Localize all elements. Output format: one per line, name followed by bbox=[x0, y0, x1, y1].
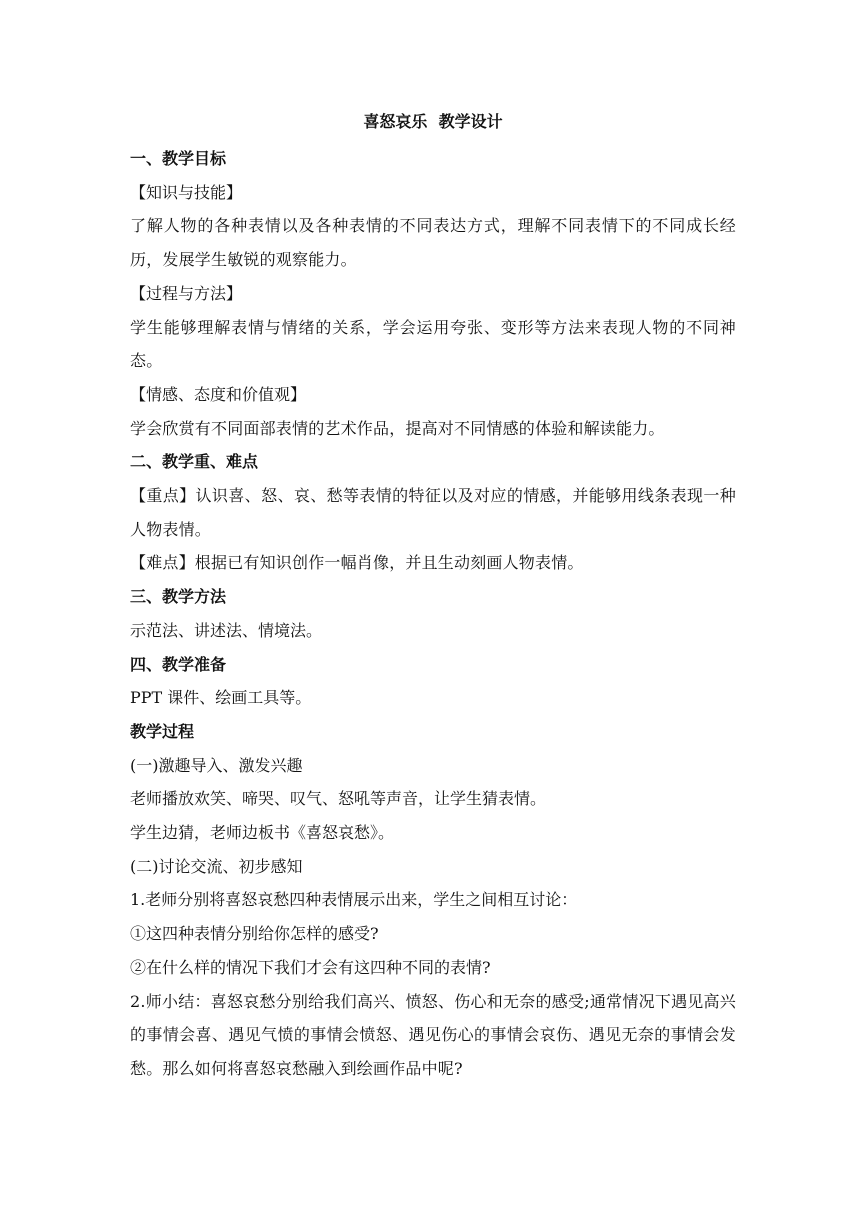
paragraph-methods: 示范法、讲述法、情境法。 bbox=[130, 620, 323, 640]
paragraph-difficulty: 【难点】根据已有知识创作一幅肖像，并且生动刻画人物表情。 bbox=[130, 553, 584, 573]
section-heading-teaching-process: 教学过程 bbox=[130, 721, 195, 741]
section-heading-objectives: 一、教学目标 bbox=[130, 149, 227, 168]
question-1: ①这四种表情分别给你怎样的感受? bbox=[130, 924, 379, 944]
subheading-discussion: (二)讨论交流、初步感知 bbox=[130, 856, 303, 876]
paragraph-preparation: PPT 课件、绘画工具等。 bbox=[130, 688, 312, 708]
section-heading-key-points: 二、教学重、难点 bbox=[130, 452, 259, 472]
paragraph-discussion-1: 1.老师分别将喜怒哀愁四种表情展示出来，学生之间相互讨论： bbox=[130, 890, 578, 910]
paragraph-intro-1: 老师播放欢笑、啼哭、叹气、怒吼等声音，让学生猜表情。 bbox=[130, 789, 547, 809]
subheading-intro: (一)激趣导入、激发兴趣 bbox=[130, 755, 303, 775]
paragraph-knowledge: 了解人物的各种表情以及各种表情的不同表达方式，理解不同表情下的不同成长经历，发展学生敏锐的观察能力。 bbox=[130, 216, 736, 270]
section-heading-preparation: 四、教学准备 bbox=[130, 654, 227, 674]
paragraph-process-method: 学生能够理解表情与情绪的关系，学会运用夸张、变形等方法来表现人物的不同神态。 bbox=[130, 317, 736, 371]
subheading-emotion-values: 【情感、态度和价值观】 bbox=[130, 384, 307, 404]
document-page bbox=[130, 108, 736, 1086]
paragraph-key-point: 【重点】认识喜、怒、哀、愁等表情的特征以及对应的情感，并能够用线条表现一种人物表情。 bbox=[130, 486, 736, 539]
paragraph-discussion-2: 2.师小结：喜怒哀愁分别给我们高兴、愤怒、伤心和无奈的感受;通常情况下遇见高兴的事情会喜、遇见气愤的事情会愤怒、遇见伤心的事情会哀伤、遇见无奈的事情会发愁。那么如何将喜怒哀愁融入到绘画作品中呢? bbox=[130, 991, 736, 1078]
subheading-process-method: 【过程与方法】 bbox=[130, 283, 243, 303]
document-title: 喜怒哀乐 教学设计 bbox=[363, 112, 503, 131]
paragraph-intro-2: 学生边猜，老师边板书《喜怒哀愁》。 bbox=[130, 823, 395, 843]
subheading-knowledge: 【知识与技能】 bbox=[130, 182, 243, 202]
section-heading-methods: 三、教学方法 bbox=[130, 587, 227, 607]
question-2: ②在什么样的情况下我们才会有这四种不同的表情? bbox=[130, 957, 491, 977]
paragraph-emotion-values: 学会欣赏有不同面部表情的艺术作品，提高对不同情感的体验和解读能力。 bbox=[130, 418, 665, 438]
